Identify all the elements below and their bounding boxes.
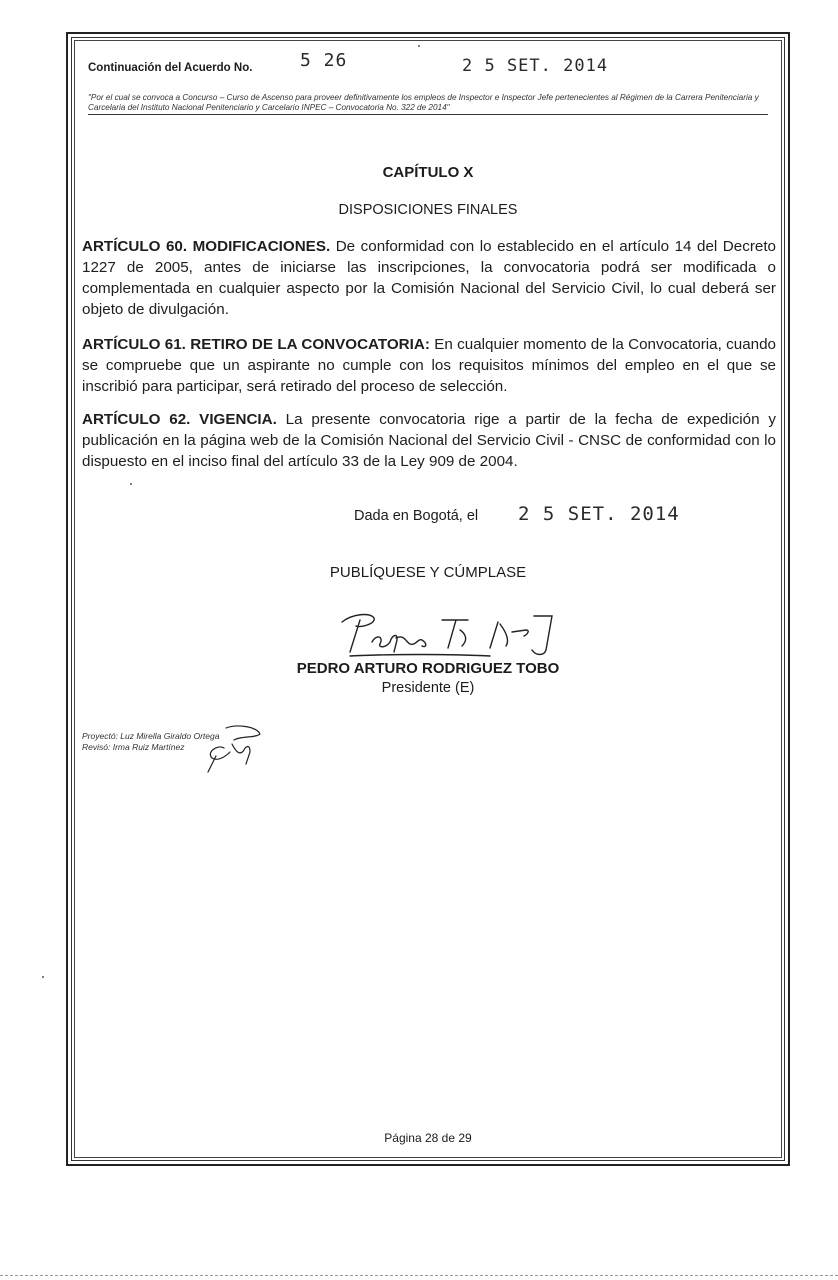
- agreement-subject: "Por el cual se convoca a Concurso – Curso de Ascenso para proveer definitivamente los empleos de Inspector e Inspector Jefe pertenecientes al Régimen de la Carrera Penitenciaria y Carcelaria del Instituto Nacional Penitenciario y Carcelario INPEC – Convocatoria No. 322 de 2014": [88, 93, 768, 115]
- handwritten-initials: [196, 722, 266, 783]
- scan-speck: [418, 45, 420, 47]
- article-61: [82, 334, 776, 397]
- handwritten-signature: [330, 604, 560, 665]
- given-date-stamp: 2 5 SET. 2014: [518, 503, 680, 525]
- scan-speck: [42, 976, 44, 978]
- article-body: De conformidad con lo establecido en el artículo 14 del Decreto 1227 de 2005, antes de iniciarse las inscripciones, la convocatoria podrá ser modificada o complementada en cualquier aspecto por la Comisión Nacional del Servicio Civil, lo cual deberá ser objeto de divulgación.: [82, 238, 776, 318]
- article-body: En cualquier momento de la Convocatoria, cuando se compruebe que un aspirante no cumple con los requisitos mínimos del empleo en el que se inscribió para participar, será retirado del proceso de selección.: [82, 336, 776, 395]
- article-title: ARTÍCULO 62. VIGENCIA.: [82, 411, 277, 428]
- chapter-title: CAPÍTULO X: [382, 164, 474, 181]
- projected-by: Proyectó: Luz Mirella Giraldo Ortega: [82, 731, 220, 741]
- continuation-label: Continuación del Acuerdo No.: [88, 62, 253, 74]
- article-body: La presente convocatoria rige a partir de la fecha de expedición y publicación en la página web de la Comisión Nacional del Servicio Civil - CNSC de conformidad con lo dispuesto en el inciso final del artículo 33 de la Ley 909 de 2004.: [82, 411, 776, 470]
- scan-edge-rule: [0, 1275, 838, 1276]
- article-title: ARTÍCULO 60. MODIFICACIONES.: [82, 238, 331, 255]
- article-title: ARTÍCULO 61. RETIRO DE LA CONVOCATORIA:: [82, 336, 430, 353]
- signer-name: PEDRO ARTURO RODRIGUEZ TOBO: [296, 660, 560, 677]
- agreement-number-stamp: 5 26: [300, 50, 348, 71]
- publish-order: PUBLÍQUESE Y CÚMPLASE: [329, 564, 527, 581]
- chapter-subtitle: DISPOSICIONES FINALES: [338, 202, 518, 218]
- page-number: Página 28 de 29: [384, 1131, 472, 1145]
- signer-role: Presidente (E): [381, 680, 475, 696]
- article-62: [82, 409, 776, 472]
- given-in-label: Dada en Bogotá, el: [354, 508, 479, 524]
- reviewed-by: Revisó: Irma Ruiz Martínez: [82, 742, 185, 752]
- article-60: [82, 236, 776, 320]
- date-stamp: 2 5 SET. 2014: [462, 56, 609, 76]
- scan-speck: [130, 483, 132, 485]
